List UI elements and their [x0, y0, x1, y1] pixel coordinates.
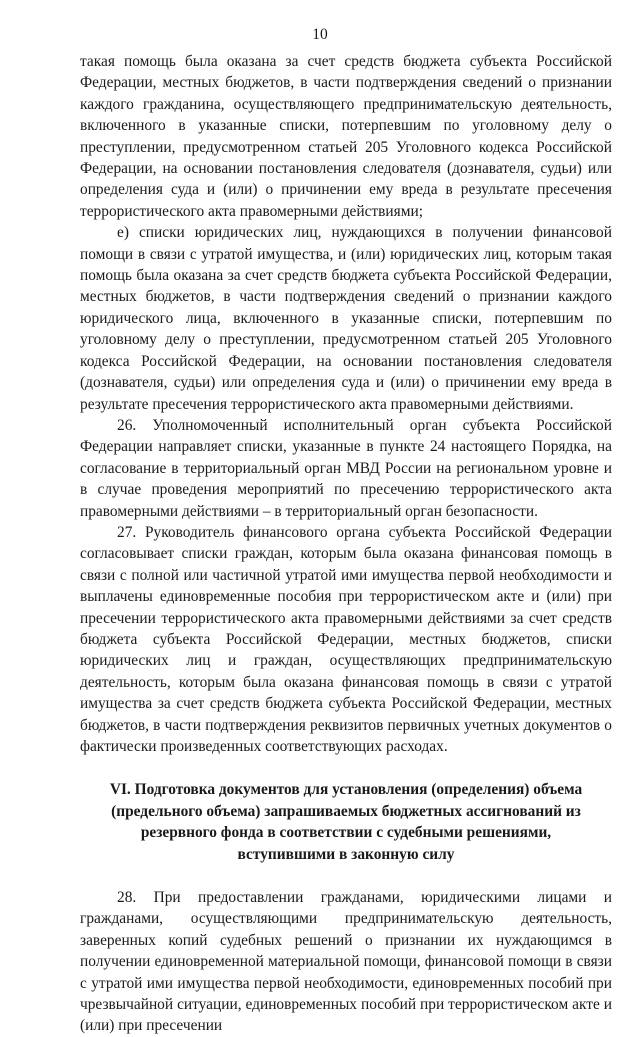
section-heading: VI. Подготовка документов для установления (определения) объема (предельного объема) запрашиваемых бюджетных ассигнований из резервного фонда в соответствии с судебными решениями, вступившими в законную силу	[109, 781, 583, 863]
document-body	[80, 51, 612, 1037]
paragraph-28: 28. При предоставлении гражданами, юридическими лицами и гражданами, осуществляющими предпринимательскую деятельность, заверенных копий судебных решений о признании их нуждающимся в получении единовременной материальной помощи, финансовой помощи в связи с утратой ими имущества первой необходимости, единовременных пособий при чрезвычайной ситуации, единовременных пособий при террористическом акте и (или) при пресечении	[80, 889, 612, 1035]
paragraph-26: 26. Уполномоченный исполнительный орган субъекта Российской Федерации направляет списки, указанные в пункте 24 настоящего Порядка, на согласование в территориальный орган МВД России на региональном уровне и в случае проведения мероприятий по пресечению террористического акта правомерными действиями – в территориальный орган безопасности.	[80, 416, 612, 520]
paragraph-27: 27. Руководитель финансового органа субъекта Российской Федерации согласовывает списки граждан, которым была оказана финансовая помощь в связи с полной или частичной утратой ими имущества первой необходимости и выплачены единовременные пособия при террористическом акте и (или) при пресечении террористического акта правомерными действиями за счет средств бюджета субъекта Российской Федерации, местных бюджетов, списки юридических лиц и граждан, осуществляющих предпринимательскую деятельность, которым была оказана финансовая помощь в связи с утратой имущества за счет средств бюджета субъекта Российской Федерации, местных бюджетов, в части подтверждения реквизитов первичных учетных документов о фактически произведенных соответствующих расходах.	[80, 523, 612, 755]
paragraph-item-e: е) списки юридических лиц, нуждающихся в получении финансовой помощи в связи с утратой имущества, и (или) юридических лиц, которым такая помощь была оказана за счет средств бюджета субъекта Российской Федерации, местных бюджетов, в части подтверждения сведений о признании каждого юридического лица, включенного в указанные списки, потерпевшим по уголовному делу о преступлении, предусмотренном статьей 205 Уголовного кодекса Российской Федерации, на основании постановления следователя (дознавателя, судьи) или определения суда и (или) о причинении ему вреда в результате пресечения террористического акта правомерными действиями.	[80, 224, 612, 413]
page-number: 10	[312, 26, 328, 43]
paragraph-continuation: такая помощь была оказана за счет средств бюджета субъекта Российской Федерации, местных бюджетов, в части подтверждения сведений о признании каждого гражданина, осуществляющего предпринимательскую деятельность, включенного в указанные списки, потерпевшим по уголовному делу о преступлении, предусмотренном статьей 205 Уголовного кодекса Российской Федерации, на основании постановления следователя (дознавателя, судьи) или определения суда и (или) о причинении ему вреда в результате пресечения террористического акта правомерными действиями;	[80, 53, 612, 220]
